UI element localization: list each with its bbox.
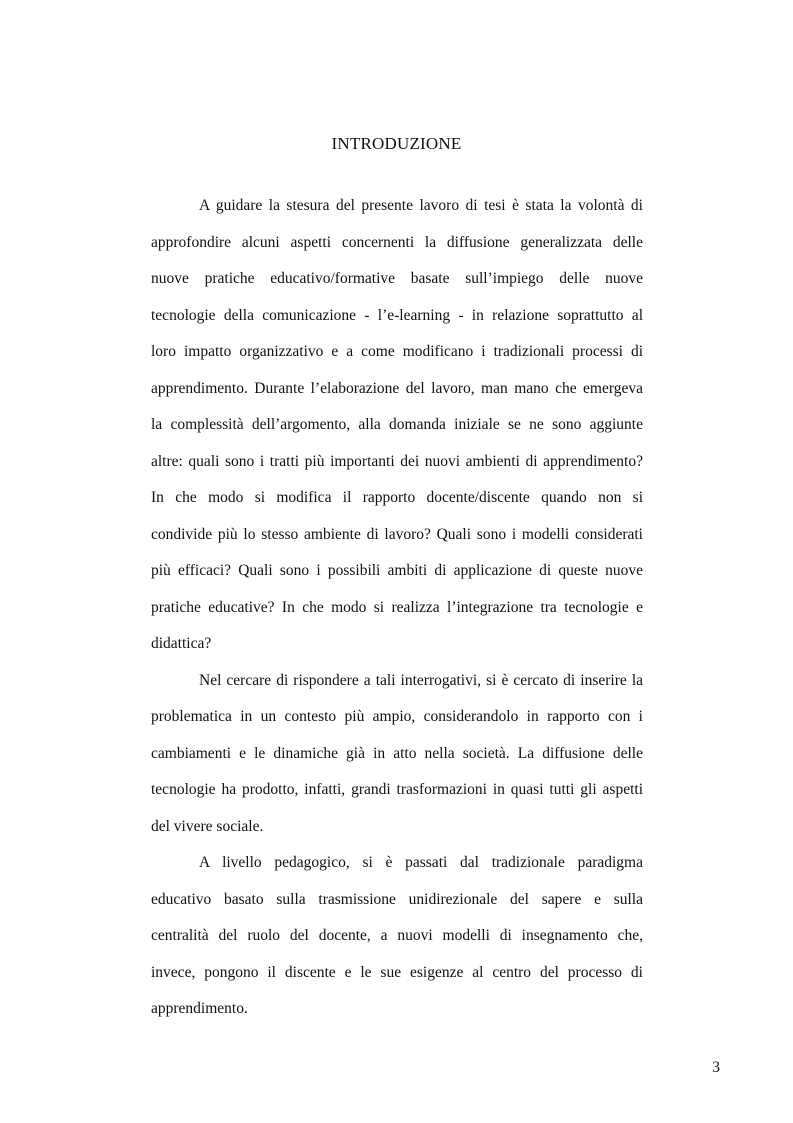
text-line: A livello pedagogico, si è passati dal tradizionale paradigma xyxy=(199,854,643,871)
text-line: la complessità dell’argomento, alla domanda iniziale se ne sono aggiunte xyxy=(151,416,643,433)
text-line: pratiche educative? In che modo si realizza l’integrazione tra tecnologie e xyxy=(151,598,643,616)
text-line: didattica? xyxy=(151,635,212,652)
text-line: condivide più lo stesso ambiente di lavoro? Quali sono i modelli considerati xyxy=(151,525,643,543)
text-line: altre: quali sono i tratti più importanti dei nuovi ambienti di apprendimento? xyxy=(151,452,643,470)
text-line: educativo basato sulla trasmissione unidirezionale del sapere e sulla xyxy=(151,890,643,908)
text-line: Nel cercare di rispondere a tali interrogativi, si è cercato di inserire la xyxy=(199,671,643,689)
text-line: centralità del ruolo del docente, a nuovi modelli di insegnamento che, xyxy=(151,927,643,944)
text-line: problematica in un contesto più ampio, considerandolo in rapporto con i xyxy=(151,708,643,725)
text-line: tecnologie ha prodotto, infatti, grandi trasformazioni in quasi tutti gli aspetti xyxy=(151,781,643,798)
chapter-title: INTRODUZIONE xyxy=(331,134,462,153)
text-line: invece, pongono il discente e le sue esigenze al centro del processo di xyxy=(151,963,643,981)
text-line: apprendimento. Durante l’elaborazione del lavoro, man mano che emergeva xyxy=(151,379,643,397)
text-line: più efficaci? Quali sono i possibili ambiti di applicazione di queste nuove xyxy=(151,562,643,579)
text-line: loro impatto organizzativo e a come modificano i tradizionali processi di xyxy=(151,343,643,360)
text-line: A guidare la stesura del presente lavoro di tesi è stata la volontà di xyxy=(199,197,643,214)
text-line: In che modo si modifica il rapporto docente/discente quando non si xyxy=(151,489,643,506)
text-line: nuove pratiche educativo/formative basate sull’impiego delle nuove xyxy=(151,270,643,287)
text-line: del vivere sociale. xyxy=(151,817,264,835)
page-number: 3 xyxy=(712,1059,720,1076)
text-line: tecnologie della comunicazione - l’e-learning - in relazione soprattutto al xyxy=(151,306,643,324)
body-text xyxy=(151,188,643,1028)
text-line: cambiamenti e le dinamiche già in atto nella società. La diffusione delle xyxy=(151,744,643,762)
text-line: approfondire alcuni aspetti concernenti la diffusione generalizzata delle xyxy=(151,233,643,251)
text-line: apprendimento. xyxy=(151,1000,248,1017)
